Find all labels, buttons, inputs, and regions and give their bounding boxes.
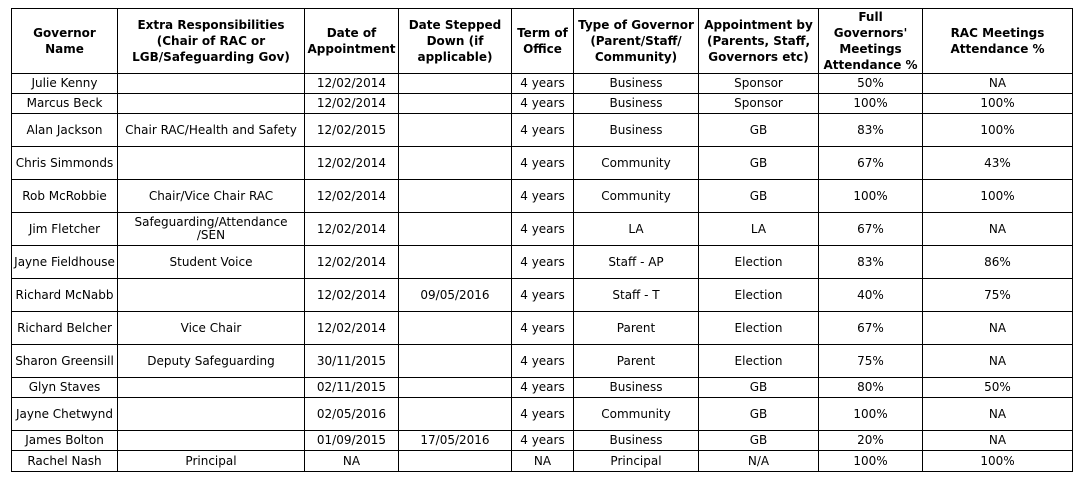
full-governors-attendance-cell: 75%: [819, 345, 923, 378]
extra-responsibilities-cell: [118, 398, 305, 431]
extra-responsibilities-cell: [118, 94, 305, 114]
date-of-appointment-cell: 12/02/2014: [305, 94, 399, 114]
date-stepped-down-cell: [399, 180, 512, 213]
appointment-by-cell: GB: [699, 114, 819, 147]
full-governors-attendance-cell: 40%: [819, 279, 923, 312]
extra-responsibilities-cell: Principal: [118, 451, 305, 472]
extra-responsibilities-cell: Chair RAC/Health and Safety: [118, 114, 305, 147]
rac-attendance-cell: NA: [923, 398, 1073, 431]
date-of-appointment-cell: 12/02/2014: [305, 279, 399, 312]
rac-attendance-cell: 100%: [923, 114, 1073, 147]
date-of-appointment-cell: 30/11/2015: [305, 345, 399, 378]
rac-attendance-cell: 75%: [923, 279, 1073, 312]
full-governors-attendance-cell: 67%: [819, 147, 923, 180]
date-stepped-down-cell: 17/05/2016: [399, 431, 512, 451]
date-stepped-down-cell: [399, 312, 512, 345]
governor-name-cell: Jayne Fieldhouse: [12, 246, 118, 279]
type-of-governor-cell: Business: [574, 431, 699, 451]
table-row: [12, 180, 1073, 213]
full-governors-attendance-cell: 67%: [819, 312, 923, 345]
type-of-governor-cell: Community: [574, 398, 699, 431]
header-rac-attendance: RAC Meetings Attendance %: [923, 9, 1073, 74]
date-of-appointment-cell: 12/02/2015: [305, 114, 399, 147]
date-of-appointment-cell: 12/02/2014: [305, 180, 399, 213]
rac-attendance-cell: 43%: [923, 147, 1073, 180]
header-governor-name: Governor Name: [12, 9, 118, 74]
table-row: [12, 451, 1073, 472]
type-of-governor-cell: Community: [574, 180, 699, 213]
rac-attendance-cell: 50%: [923, 378, 1073, 398]
governor-name-cell: Richard McNabb: [12, 279, 118, 312]
appointment-by-cell: Election: [699, 279, 819, 312]
table-row: [12, 94, 1073, 114]
header-full-governors-attendance: Full Governors' Meetings Attendance %: [819, 9, 923, 74]
header-extra-responsibilities: Extra Responsibilities (Chair of RAC or LGB/Safeguarding Gov): [118, 9, 305, 74]
appointment-by-cell: Sponsor: [699, 74, 819, 94]
rac-attendance-cell: 86%: [923, 246, 1073, 279]
date-of-appointment-cell: 12/02/2014: [305, 147, 399, 180]
date-stepped-down-cell: [399, 398, 512, 431]
full-governors-attendance-cell: 80%: [819, 378, 923, 398]
extra-responsibilities-cell: [118, 147, 305, 180]
type-of-governor-cell: Business: [574, 114, 699, 147]
term-of-office-cell: 4 years: [512, 312, 574, 345]
table-row: [12, 345, 1073, 378]
term-of-office-cell: 4 years: [512, 431, 574, 451]
term-of-office-cell: 4 years: [512, 246, 574, 279]
date-stepped-down-cell: [399, 345, 512, 378]
rac-attendance-cell: NA: [923, 312, 1073, 345]
extra-responsibilities-cell: [118, 74, 305, 94]
extra-responsibilities-cell: Safeguarding/Attendance /SEN: [118, 213, 305, 246]
extra-responsibilities-cell: [118, 279, 305, 312]
type-of-governor-cell: LA: [574, 213, 699, 246]
rac-attendance-cell: 100%: [923, 180, 1073, 213]
extra-responsibilities-cell: Deputy Safeguarding: [118, 345, 305, 378]
appointment-by-cell: GB: [699, 147, 819, 180]
date-of-appointment-cell: 01/09/2015: [305, 431, 399, 451]
governor-name-cell: Rachel Nash: [12, 451, 118, 472]
date-of-appointment-cell: 12/02/2014: [305, 74, 399, 94]
full-governors-attendance-cell: 100%: [819, 398, 923, 431]
term-of-office-cell: NA: [512, 451, 574, 472]
type-of-governor-cell: Business: [574, 94, 699, 114]
governor-name-cell: Marcus Beck: [12, 94, 118, 114]
full-governors-attendance-cell: 83%: [819, 114, 923, 147]
appointment-by-cell: GB: [699, 398, 819, 431]
header-row: [12, 9, 1073, 74]
appointment-by-cell: Election: [699, 246, 819, 279]
date-stepped-down-cell: [399, 114, 512, 147]
appointment-by-cell: Sponsor: [699, 94, 819, 114]
governor-name-cell: Chris Simmonds: [12, 147, 118, 180]
governor-name-cell: Rob McRobbie: [12, 180, 118, 213]
term-of-office-cell: 4 years: [512, 180, 574, 213]
date-stepped-down-cell: [399, 213, 512, 246]
appointment-by-cell: Election: [699, 312, 819, 345]
term-of-office-cell: 4 years: [512, 279, 574, 312]
extra-responsibilities-cell: Student Voice: [118, 246, 305, 279]
appointment-by-cell: GB: [699, 180, 819, 213]
full-governors-attendance-cell: 50%: [819, 74, 923, 94]
governor-name-cell: Jayne Chetwynd: [12, 398, 118, 431]
appointment-by-cell: N/A: [699, 451, 819, 472]
appointment-by-cell: Election: [699, 345, 819, 378]
governor-name-cell: Sharon Greensill: [12, 345, 118, 378]
table-row: [12, 378, 1073, 398]
header-term-of-office: Term of Office: [512, 9, 574, 74]
header-appointment-by: Appointment by (Parents, Staff, Governors etc): [699, 9, 819, 74]
extra-responsibilities-cell: [118, 378, 305, 398]
table-row: [12, 74, 1073, 94]
header-date-of-appointment: Date of Appointment: [305, 9, 399, 74]
header-date-stepped-down: Date Stepped Down (if applicable): [399, 9, 512, 74]
full-governors-attendance-cell: 83%: [819, 246, 923, 279]
extra-responsibilities-cell: Chair/Vice Chair RAC: [118, 180, 305, 213]
date-stepped-down-cell: [399, 74, 512, 94]
appointment-by-cell: GB: [699, 431, 819, 451]
type-of-governor-cell: Business: [574, 74, 699, 94]
term-of-office-cell: 4 years: [512, 345, 574, 378]
table-row: [12, 279, 1073, 312]
rac-attendance-cell: NA: [923, 431, 1073, 451]
appointment-by-cell: LA: [699, 213, 819, 246]
term-of-office-cell: 4 years: [512, 213, 574, 246]
type-of-governor-cell: Staff - AP: [574, 246, 699, 279]
date-stepped-down-cell: [399, 378, 512, 398]
rac-attendance-cell: NA: [923, 213, 1073, 246]
full-governors-attendance-cell: 67%: [819, 213, 923, 246]
rac-attendance-cell: 100%: [923, 451, 1073, 472]
full-governors-attendance-cell: 20%: [819, 431, 923, 451]
governor-name-cell: Alan Jackson: [12, 114, 118, 147]
governor-name-cell: Jim Fletcher: [12, 213, 118, 246]
type-of-governor-cell: Parent: [574, 312, 699, 345]
table-row: [12, 213, 1073, 246]
date-stepped-down-cell: [399, 246, 512, 279]
table-row: [12, 114, 1073, 147]
governors-table: [11, 8, 1073, 472]
table-row: [12, 312, 1073, 345]
rac-attendance-cell: NA: [923, 345, 1073, 378]
date-stepped-down-cell: 09/05/2016: [399, 279, 512, 312]
extra-responsibilities-cell: Vice Chair: [118, 312, 305, 345]
term-of-office-cell: 4 years: [512, 378, 574, 398]
date-of-appointment-cell: 12/02/2014: [305, 246, 399, 279]
type-of-governor-cell: Principal: [574, 451, 699, 472]
type-of-governor-cell: Business: [574, 378, 699, 398]
appointment-by-cell: GB: [699, 378, 819, 398]
type-of-governor-cell: Staff - T: [574, 279, 699, 312]
date-of-appointment-cell: NA: [305, 451, 399, 472]
governor-name-cell: Julie Kenny: [12, 74, 118, 94]
date-of-appointment-cell: 12/02/2014: [305, 312, 399, 345]
full-governors-attendance-cell: 100%: [819, 180, 923, 213]
table-row: [12, 246, 1073, 279]
table-row: [12, 431, 1073, 451]
header-type-of-governor: Type of Governor (Parent/Staff/ Community): [574, 9, 699, 74]
term-of-office-cell: 4 years: [512, 94, 574, 114]
term-of-office-cell: 4 years: [512, 398, 574, 431]
table-row: [12, 147, 1073, 180]
term-of-office-cell: 4 years: [512, 147, 574, 180]
type-of-governor-cell: Community: [574, 147, 699, 180]
date-stepped-down-cell: [399, 451, 512, 472]
rac-attendance-cell: NA: [923, 74, 1073, 94]
term-of-office-cell: 4 years: [512, 114, 574, 147]
type-of-governor-cell: Parent: [574, 345, 699, 378]
governor-name-cell: Richard Belcher: [12, 312, 118, 345]
governor-name-cell: James Bolton: [12, 431, 118, 451]
governor-name-cell: Glyn Staves: [12, 378, 118, 398]
date-of-appointment-cell: 02/05/2016: [305, 398, 399, 431]
term-of-office-cell: 4 years: [512, 74, 574, 94]
date-of-appointment-cell: 02/11/2015: [305, 378, 399, 398]
full-governors-attendance-cell: 100%: [819, 94, 923, 114]
table-row: [12, 398, 1073, 431]
rac-attendance-cell: 100%: [923, 94, 1073, 114]
date-stepped-down-cell: [399, 147, 512, 180]
extra-responsibilities-cell: [118, 431, 305, 451]
date-of-appointment-cell: 12/02/2014: [305, 213, 399, 246]
full-governors-attendance-cell: 100%: [819, 451, 923, 472]
date-stepped-down-cell: [399, 94, 512, 114]
